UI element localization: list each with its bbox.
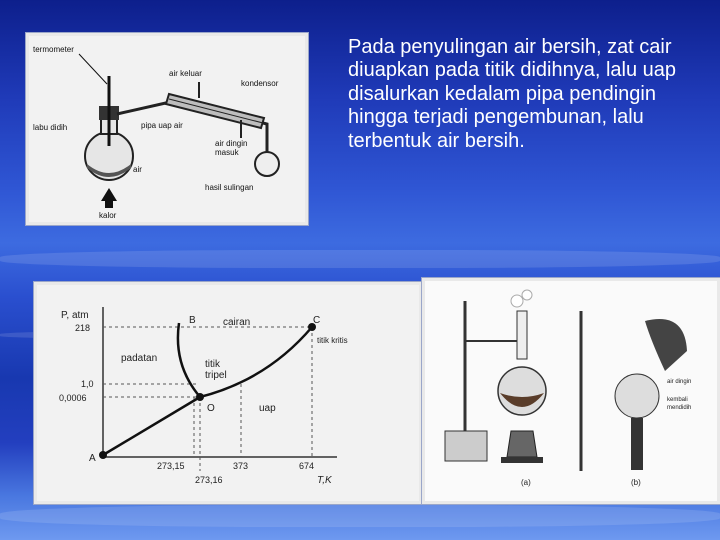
x-tick-27316: 273,16 (195, 475, 223, 485)
point-a-label: A (89, 453, 96, 464)
melting-curve (178, 323, 200, 397)
label-condenser: kondensor (241, 79, 279, 88)
label-water: air (133, 165, 142, 174)
label-heat: kalor (99, 211, 117, 220)
label-boiling-flask: labu didih (33, 123, 68, 132)
label-vapor-pipe: pipa uap air (141, 121, 183, 130)
y-tick-1: 1,0 (81, 379, 94, 389)
y-axis-label: P, atm (61, 310, 89, 321)
label-a: (a) (521, 478, 531, 487)
region-liquid-label: cairan (223, 317, 251, 328)
x-tick-373: 373 (233, 461, 249, 471)
label-cold-water-2: kembali (667, 397, 688, 403)
burner-base (501, 457, 543, 463)
label-cold-water-in-2: masuk (215, 148, 239, 157)
steam-bubble (522, 290, 532, 300)
label-distillate: hasil sulingan (205, 183, 254, 192)
apparatus-drawing (425, 281, 717, 501)
label-b: (b) (631, 478, 641, 487)
region-vapor-label: uap (259, 403, 276, 414)
point-o-marker (196, 393, 204, 401)
background-streak (0, 250, 720, 268)
flask-a (498, 367, 546, 415)
steam-bubble (511, 295, 523, 307)
condenser-tube (169, 99, 263, 123)
x-tick-27315: 273,15 (157, 461, 185, 471)
phase-diagram (34, 282, 422, 504)
sublimation-curve (103, 397, 200, 455)
region-solid-label: padatan (121, 353, 158, 364)
background-streak (0, 505, 720, 527)
label-cold-water-3: mendidih (667, 405, 692, 411)
receiving-flask (255, 152, 279, 176)
flask-a-neck (517, 311, 527, 359)
distillation-diagram (26, 33, 308, 225)
outlet-pipe (263, 123, 267, 154)
label-thermometer: termometer (33, 45, 74, 54)
heat-arrow-icon (101, 188, 117, 208)
flask-b (615, 374, 659, 418)
triple-point-label-2: tripel (205, 370, 227, 381)
pouring-beaker (645, 319, 687, 371)
stand-base (445, 431, 487, 461)
label-water-out: air keluar (169, 69, 202, 78)
label-cold-water-1: air dingin (667, 379, 692, 385)
point-a-marker (99, 451, 107, 459)
y-tick-218: 218 (75, 323, 91, 333)
burner (507, 431, 537, 457)
point-o-label: O (207, 403, 215, 414)
x-tick-674: 674 (299, 461, 315, 471)
x-axis-label: T,K (317, 475, 332, 486)
point-c-label: C (313, 315, 321, 326)
flask-b-neck (631, 418, 643, 470)
critical-point-label: titik kritis (317, 336, 348, 345)
thermometer-pointer (79, 54, 107, 84)
triple-point-label-1: titik (205, 359, 220, 370)
label-cold-water-in-1: air dingin (215, 139, 248, 148)
phase-diagram-figure (37, 285, 419, 501)
slide-description: Pada penyulingan air bersih, zat cair diuapkan pada titik didihnya, lalu uap disalurkan kedalam pipa pendingin hingga terjadi pengembunan, lalu terbentuk air bersih. (348, 36, 677, 152)
y-tick-0006: 0,0006 (59, 393, 87, 403)
distillation-figure (29, 36, 305, 222)
boiling-apparatus-figure (422, 278, 720, 504)
point-b-label: B (189, 315, 196, 326)
